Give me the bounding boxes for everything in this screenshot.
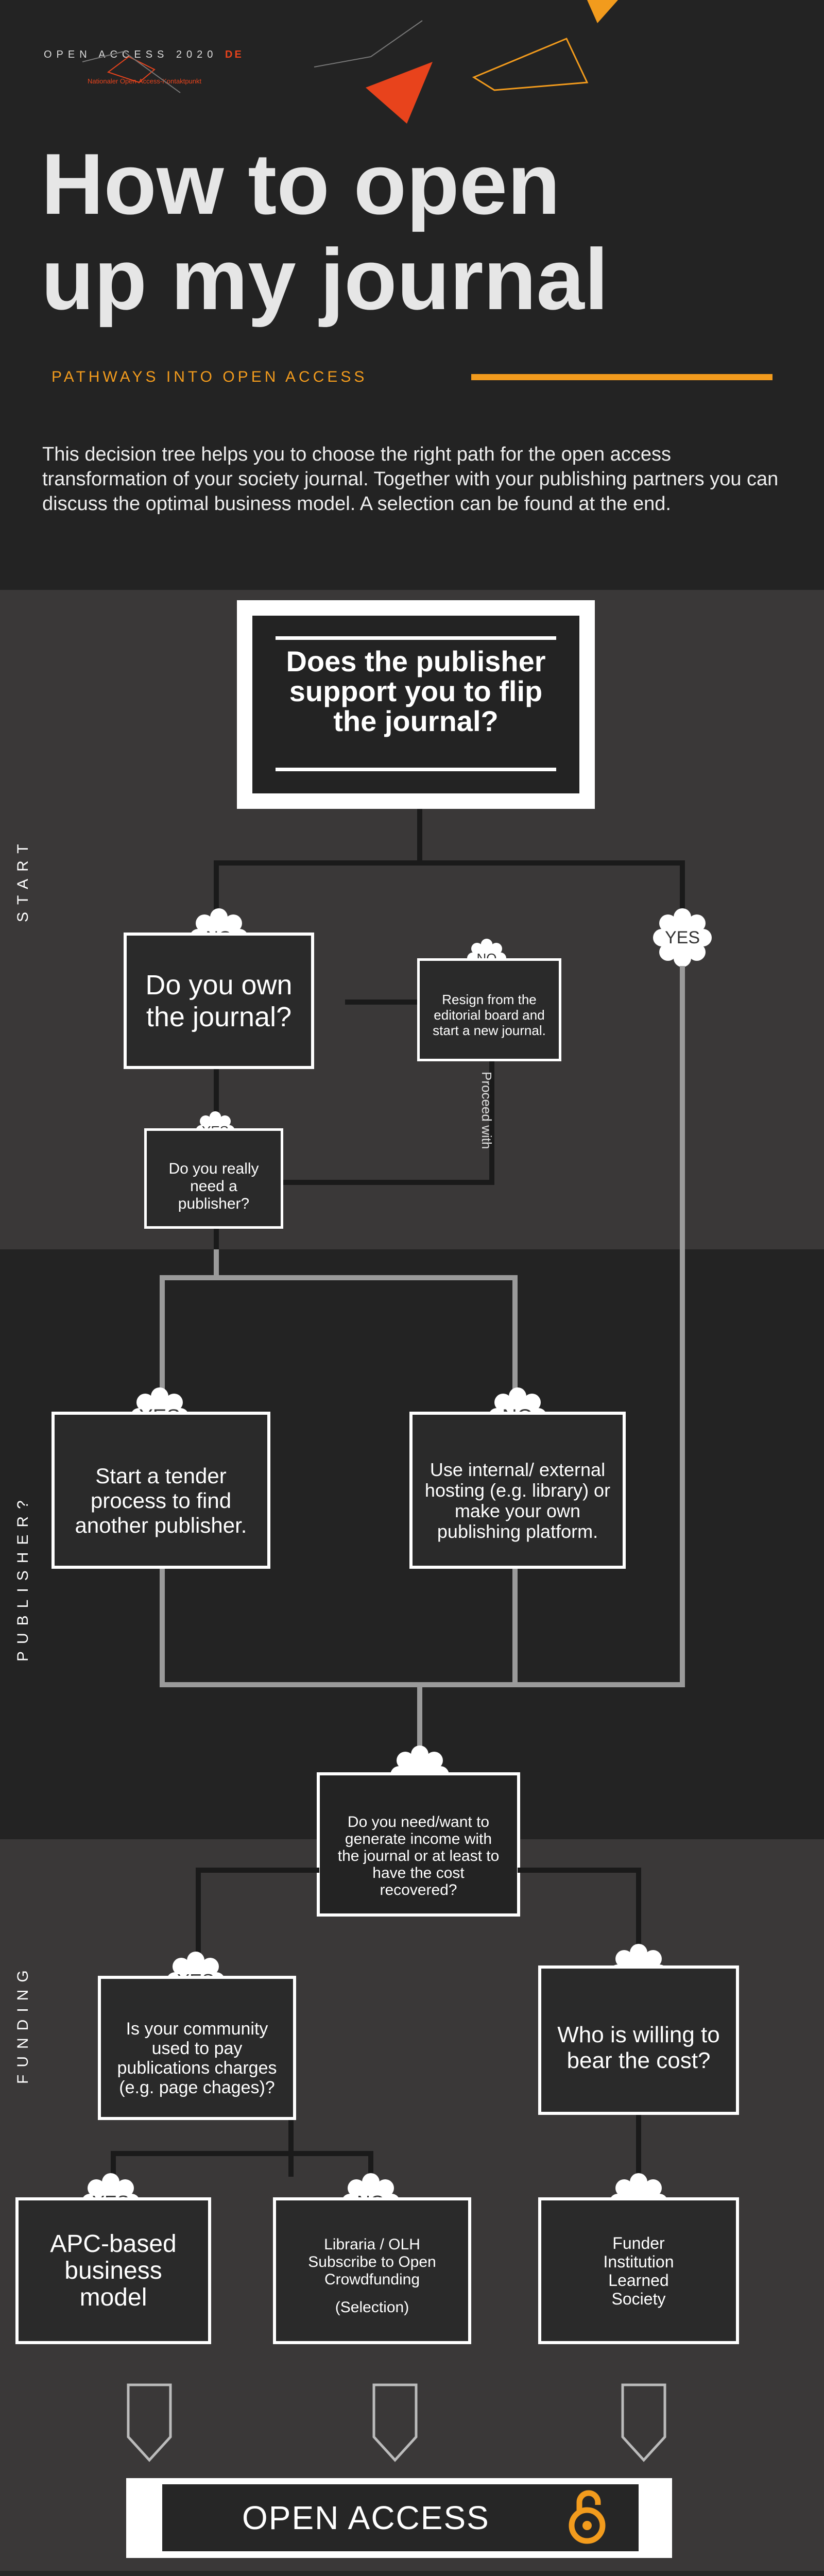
- start-question-text: Does the publisher support you to flip the journal?: [286, 645, 546, 737]
- own-journal-box: [124, 933, 314, 1069]
- resign-box: [417, 958, 561, 1061]
- tender-box: [52, 1412, 270, 1569]
- resign-text: Resign from the editorial board and start a new journal.: [433, 992, 546, 1038]
- income-box: [317, 1772, 520, 1917]
- rule-bottom: [276, 768, 556, 771]
- rule-top: [276, 636, 556, 640]
- hosting-box: [409, 1412, 626, 1569]
- arrow-down-icon: [372, 2383, 418, 2463]
- brand-de: DE: [225, 49, 244, 60]
- connector: [680, 1249, 685, 1687]
- connector: [196, 1868, 319, 1873]
- connector: [417, 804, 422, 863]
- section-label-publisher: PUBLISHER?: [14, 1493, 31, 1662]
- arrow-down-icon: [621, 2383, 667, 2463]
- funder-text: Funder Institution Learned Society: [603, 2233, 674, 2308]
- need-publisher-box: [144, 1128, 283, 1229]
- libraria-box: [273, 2197, 471, 2344]
- connector: [518, 1868, 641, 1873]
- apc-box: [15, 2197, 211, 2344]
- section-label-start: START: [14, 837, 31, 922]
- title-line-2: up my journal: [41, 231, 609, 328]
- hosting-text: Use internal/ external hosting (e.g. library) or make your own publishing platform.: [424, 1459, 611, 1542]
- open-access-label: OPEN ACCESS: [242, 2499, 490, 2536]
- brand-top-text: OPEN ACCESS 2020: [44, 49, 218, 60]
- open-access-inner: [162, 2484, 639, 2551]
- connector: [160, 1275, 518, 1280]
- funder-box: [538, 2197, 739, 2344]
- brand-sub: Nationaler Open-Access-Kontaktpunkt: [88, 77, 202, 85]
- connector: [680, 966, 685, 1249]
- connector: [214, 860, 682, 866]
- apc-text: APC-based business model: [50, 2230, 177, 2311]
- intro-text: This decision tree helps you to choose the right path for the open access transformation of your society journal. Together with your publishing partners you can discuss the optimal business model. A selection can be found at the end.: [42, 444, 779, 515]
- connector: [160, 1682, 685, 1687]
- connector: [111, 2151, 373, 2156]
- connector: [345, 999, 422, 1005]
- start-question-box: [252, 616, 579, 793]
- subtitle-rule: [471, 374, 772, 380]
- libraria-selection: (Selection): [335, 2298, 409, 2316]
- connector: [214, 1249, 219, 1278]
- title-line-1: How to open: [41, 135, 560, 232]
- who-box: [538, 1965, 739, 2115]
- connector: [160, 1566, 165, 1687]
- yes-badge: [651, 907, 713, 969]
- footer-section: [0, 2571, 824, 2576]
- open-lock-icon: [564, 2489, 610, 2546]
- income-text: Do you need/want to generate income with the journal or at least to have the cost recovered?: [337, 1814, 500, 1899]
- connector: [512, 1566, 518, 1687]
- own-journal-text: Do you own the journal?: [145, 969, 293, 1032]
- proceed-with-label: Proceed with: [479, 1072, 494, 1149]
- community-text: Is your community used to pay publications charges (e.g. page chages)?: [117, 2019, 277, 2097]
- page-title: [41, 137, 608, 327]
- connector: [214, 1226, 219, 1249]
- connector: [281, 1180, 494, 1185]
- community-box: [98, 1976, 296, 2120]
- need-publisher-text: Do you really need a publisher?: [168, 1160, 259, 1212]
- yes-badge-label: YES: [664, 927, 700, 947]
- header-section: [0, 0, 824, 590]
- subtitle: PATHWAYS INTO OPEN ACCESS: [52, 368, 368, 385]
- decorative-shapes-icon: [52, 0, 670, 134]
- who-text: Who is willing to bear the cost?: [557, 2022, 720, 2073]
- section-label-funding: FUNDING: [14, 1963, 31, 2084]
- libraria-text: Libraria / OLH Subscribe to Open Crowdfunding: [308, 2235, 436, 2288]
- arrow-down-icon: [126, 2383, 173, 2463]
- tender-text: Start a tender process to find another publisher.: [75, 1463, 247, 1537]
